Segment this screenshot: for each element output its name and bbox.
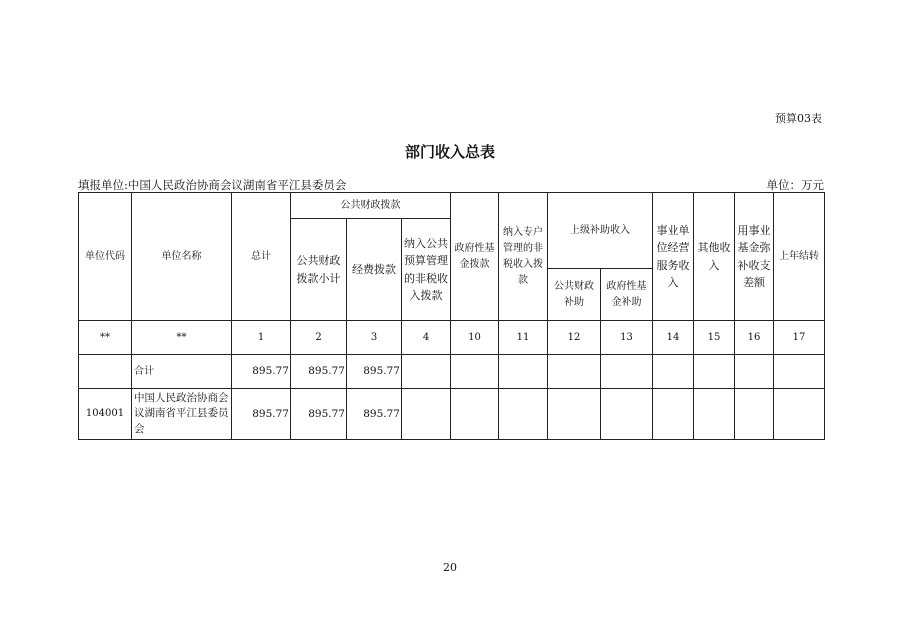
- index-cell: 17: [774, 321, 825, 355]
- header-gov-fund: 政府性基金拨款: [451, 193, 499, 321]
- index-cell: **: [132, 321, 232, 355]
- index-cell: 3: [347, 321, 402, 355]
- empty-cell: [653, 355, 694, 389]
- header-unit-name: 单位名称: [132, 193, 232, 321]
- empty-cell: [735, 389, 774, 440]
- header-fund-offset: 用事业基金弥补收支差额: [735, 193, 774, 321]
- empty-cell: [774, 355, 825, 389]
- empty-cell: [451, 355, 499, 389]
- header-non-tax-in-budget: 纳入公共预算管理的非税收入拨款: [402, 219, 451, 321]
- total-row: [79, 355, 825, 389]
- empty-cell: [499, 389, 548, 440]
- empty-cell: [451, 389, 499, 440]
- index-cell: 14: [653, 321, 694, 355]
- index-cell: 16: [735, 321, 774, 355]
- empty-cell: [694, 389, 735, 440]
- header-gov-fund-subsidy: 政府性基金补助: [601, 269, 653, 321]
- row-funding: 895.77: [347, 389, 402, 440]
- header-total: 总计: [232, 193, 291, 321]
- empty-cell: [735, 355, 774, 389]
- header-superior-subsidy: 上级补助收入: [548, 193, 653, 269]
- index-cell: 1: [232, 321, 291, 355]
- empty-cell: [548, 389, 601, 440]
- header-unit-code: 单位代码: [79, 193, 132, 321]
- page-number: 20: [443, 561, 457, 574]
- document-title: 部门收入总表: [404, 143, 495, 161]
- empty-cell: [548, 355, 601, 389]
- unit-label: 单位：万元: [766, 178, 824, 192]
- header-carryover: 上年结转: [774, 193, 825, 321]
- unit-name-cell: 中国人民政治协商会议湖南省平江县委员会: [132, 389, 232, 440]
- index-cell: 4: [402, 321, 451, 355]
- empty-cell: [499, 355, 548, 389]
- index-cell: **: [79, 321, 132, 355]
- empty-cell: [601, 389, 653, 440]
- unit-code-cell: 104001: [79, 389, 132, 440]
- index-cell: 11: [499, 321, 548, 355]
- row-total: 895.77: [232, 389, 291, 440]
- document-code: 预算03表: [775, 112, 822, 125]
- empty-cell: [402, 355, 451, 389]
- total-funding: 895.77: [347, 355, 402, 389]
- index-cell: 13: [601, 321, 653, 355]
- empty-cell: [653, 389, 694, 440]
- empty-cell: [402, 389, 451, 440]
- index-cell: 15: [694, 321, 735, 355]
- header-non-tax-special: 纳入专户管理的非税收入拨款: [499, 193, 548, 321]
- empty-cell: [694, 355, 735, 389]
- total-subtotal: 895.77: [291, 355, 347, 389]
- header-public-finance: 公共财政拨款: [291, 193, 451, 219]
- total-total: 895.77: [232, 355, 291, 389]
- header-row-1: [79, 193, 825, 219]
- table-row: [79, 389, 825, 440]
- header-public-finance-subsidy: 公共财政补助: [548, 269, 601, 321]
- header-business-income: 事业单位经营服务收入: [653, 193, 694, 321]
- total-label: 合计: [132, 355, 232, 389]
- index-row: [79, 321, 825, 355]
- filing-unit: 填报单位:中国人民政治协商会议湖南省平江县委员会: [78, 178, 347, 192]
- header-funding: 经费拨款: [347, 219, 402, 321]
- header-other-income: 其他收入: [694, 193, 735, 321]
- index-cell: 12: [548, 321, 601, 355]
- header-public-finance-subtotal: 公共财政拨款小计: [291, 219, 347, 321]
- empty-cell: [774, 389, 825, 440]
- index-cell: 10: [451, 321, 499, 355]
- total-code-cell: [79, 355, 132, 389]
- row-subtotal: 895.77: [291, 389, 347, 440]
- revenue-table: [78, 192, 825, 440]
- index-cell: 2: [291, 321, 347, 355]
- empty-cell: [601, 355, 653, 389]
